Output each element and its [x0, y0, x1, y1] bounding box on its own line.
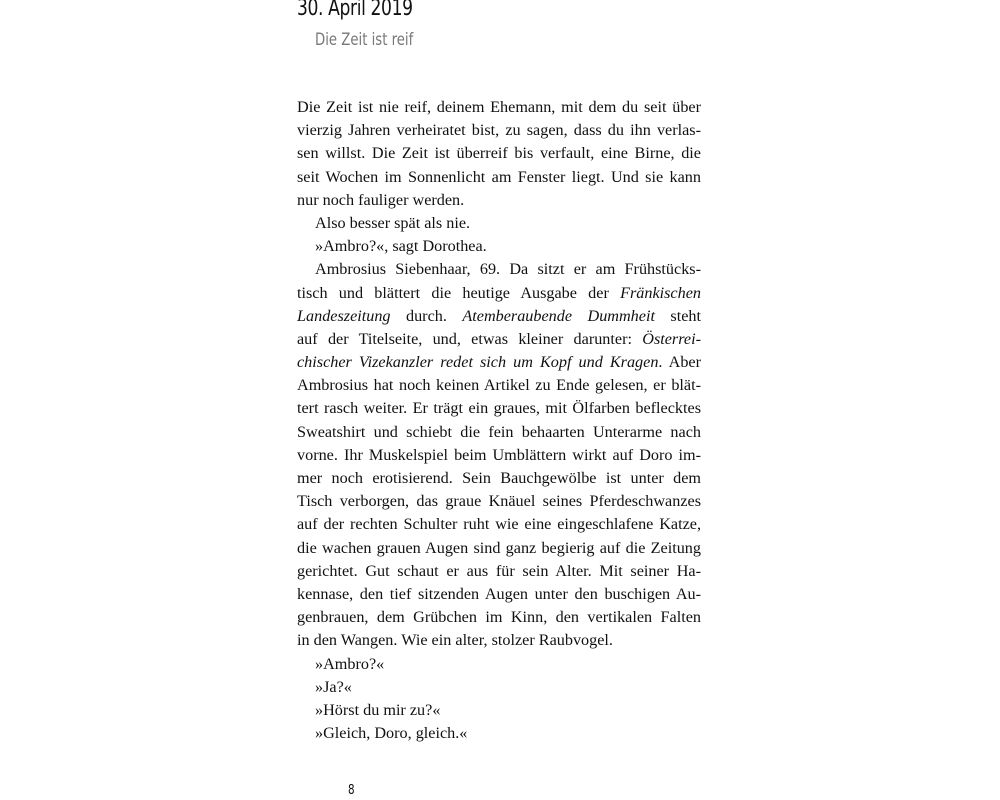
text-segment: »Gleich, Doro, gleich.« [315, 724, 468, 743]
text-line [297, 676, 701, 699]
text-segment: Ambrosius hat noch keinen Artikel zu Ende gelesen, er blät- [297, 376, 701, 395]
text-segment: in den Wangen. Wie ein alter, stolzer Raubvogel. [297, 631, 613, 650]
text-segment: genbrauen, dem Grübchen im Kinn, den vertikalen Falten [297, 608, 701, 627]
text-segment: tert rasch weiter. Er trägt ein graues, mit Ölfarben beflecktes [297, 399, 701, 418]
chapter-subtitle: Die Zeit ist reif [315, 30, 414, 50]
text-segment: sen willst. Die Zeit ist überreif bis verfault, eine Birne, die [297, 144, 701, 163]
text-line [297, 166, 701, 189]
text-line [297, 351, 701, 374]
body-text [297, 96, 701, 745]
text-line [297, 96, 701, 119]
text-segment: auf der rechten Schulter ruht wie eine eingeschlafene Katze, [297, 515, 701, 534]
italic-text: Fränkischen [620, 283, 701, 302]
text-line [297, 421, 701, 444]
text-line [297, 560, 701, 583]
text-line [297, 374, 701, 397]
chapter-date: 30. April 2019 [297, 0, 413, 21]
italic-text: chischer Vizekanzler redet sich um Kopf und Kragen [297, 353, 659, 372]
text-segment: mer noch erotisierend. Sein Bauchgewölbe ist unter dem [297, 469, 701, 487]
text-segment: »Ambro?« [315, 654, 385, 673]
text-line [297, 444, 701, 467]
text-segment: Die Zeit ist nie reif, deinem Ehemann, mit dem du seit über [297, 98, 701, 116]
text-segment: Also besser spät als nie. [315, 213, 471, 232]
text-segment: . Aber [658, 353, 701, 372]
text-segment: »Ambro?«, sagt Dorothea. [315, 237, 487, 256]
text-line [297, 258, 701, 281]
text-segment: Sweatshirt und schiebt die fein behaarten Unterarme nach [297, 422, 701, 441]
text-segment: die wachen grauen Augen sind ganz begierig auf die Zeitung [297, 538, 701, 557]
text-segment: steht [654, 306, 702, 325]
text-line [297, 119, 701, 142]
text-line [297, 467, 701, 490]
text-line [297, 537, 701, 560]
text-segment: vorne. Ihr Muskelspiel beim Umblättern wirkt auf Doro im- [297, 445, 701, 464]
text-line [297, 513, 701, 536]
text-segment: auf der Titelseite, und, etwas kleiner darunter: [297, 329, 643, 348]
text-segment: nur noch fauliger werden. [297, 190, 465, 209]
text-line [297, 142, 701, 165]
text-segment: gerichtet. Gut schaut er aus für sein Alter. Mit seiner Ha- [297, 561, 701, 580]
text-segment: durch. [390, 306, 463, 325]
text-line [297, 653, 701, 676]
text-line [297, 235, 701, 258]
italic-text: Landeszeitung [297, 306, 391, 325]
text-segment: »Ja?« [315, 677, 352, 696]
page-number: 8 [348, 783, 355, 798]
text-segment: »Hörst du mir zu?« [315, 700, 441, 719]
italic-text: Atemberaubende Dummheit [462, 306, 655, 325]
text-line [297, 699, 701, 722]
text-line [297, 490, 701, 513]
text-line [297, 328, 701, 351]
text-segment: seit Wochen im Sonnenlicht am Fenster liegt. Und sie kann [297, 167, 701, 186]
text-segment: Tisch verborgen, das graue Knäuel seines Pferdeschwanzes [297, 492, 701, 511]
text-line [297, 606, 701, 629]
text-line [297, 397, 701, 420]
text-line [297, 189, 701, 212]
text-segment: Ambrosius Siebenhaar, 69. Da sitzt er am Frühstücks- [315, 260, 701, 279]
text-segment: kennase, den tief sitzenden Augen unter den buschigen Au- [297, 584, 701, 603]
text-line [297, 583, 701, 606]
italic-text: Österrei- [642, 329, 701, 348]
text-line [297, 212, 701, 235]
text-segment: tisch und blättert die heutige Ausgabe der [297, 283, 621, 302]
text-line [297, 722, 701, 745]
text-line [297, 305, 701, 328]
text-segment: vierzig Jahren verheiratet bist, zu sagen, dass du ihn verlas- [297, 121, 701, 140]
text-line [297, 282, 701, 305]
text-line [297, 629, 701, 652]
